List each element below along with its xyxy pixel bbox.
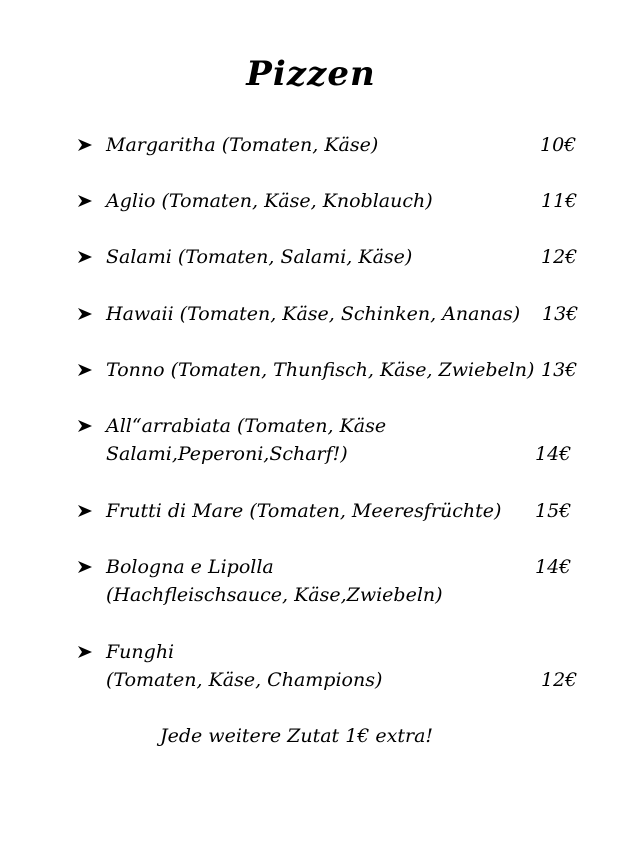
menu-item-name: Tonno (Tomaten, Thunfisch, Käse, Zwiebeln) — [106, 359, 535, 381]
menu-item-price: 10€ — [540, 134, 577, 156]
arrowhead-bullet-icon — [78, 187, 94, 215]
menu-item-description: (Tomaten, Käse, Champions) — [106, 669, 383, 691]
page-title: Pizzen — [246, 54, 376, 94]
menu-item-description: Salami,Peperoni,Scharf!) — [106, 443, 348, 465]
menu-item-name: All“arrabiata (Tomaten, Käse — [106, 415, 387, 437]
arrowhead-bullet-icon — [78, 356, 94, 384]
arrowhead-bullet-icon — [78, 638, 94, 666]
menu-item-price: 13€ — [541, 359, 578, 381]
arrowhead-bullet-icon — [78, 243, 94, 271]
arrowhead-bullet-icon — [78, 300, 94, 328]
arrowhead-bullet-icon — [78, 131, 94, 159]
menu-item-name: Funghi — [106, 641, 175, 663]
menu-item-name: Hawaii (Tomaten, Käse, Schinken, Ananas) — [106, 303, 521, 325]
menu-item-price: 11€ — [541, 190, 578, 212]
menu-item-description: (Hachfleischsauce, Käse,Zwiebeln) — [106, 584, 443, 606]
menu-item-name: Aglio (Tomaten, Käse, Knoblauch) — [106, 190, 433, 212]
menu-item-price: 13€ — [542, 303, 579, 325]
arrowhead-bullet-icon — [78, 497, 94, 525]
menu-item-price: 12€ — [541, 246, 578, 268]
menu-item-name: Bologna e Lipolla — [106, 556, 274, 578]
arrowhead-bullet-icon — [78, 412, 94, 440]
menu-item-price: 14€ — [535, 556, 572, 578]
menu-item-price: 15€ — [535, 500, 572, 522]
menu-item-price: 12€ — [541, 669, 578, 691]
menu-item-name: Margaritha (Tomaten, Käse) — [106, 134, 379, 156]
extra-topping-note: Jede weitere Zutat 1€ extra! — [160, 725, 434, 747]
arrowhead-bullet-icon — [78, 553, 94, 581]
menu-item-name: Salami (Tomaten, Salami, Käse) — [106, 246, 413, 268]
menu-item-name: Frutti di Mare (Tomaten, Meeresfrüchte) — [106, 500, 502, 522]
menu-item-price: 14€ — [535, 443, 572, 465]
